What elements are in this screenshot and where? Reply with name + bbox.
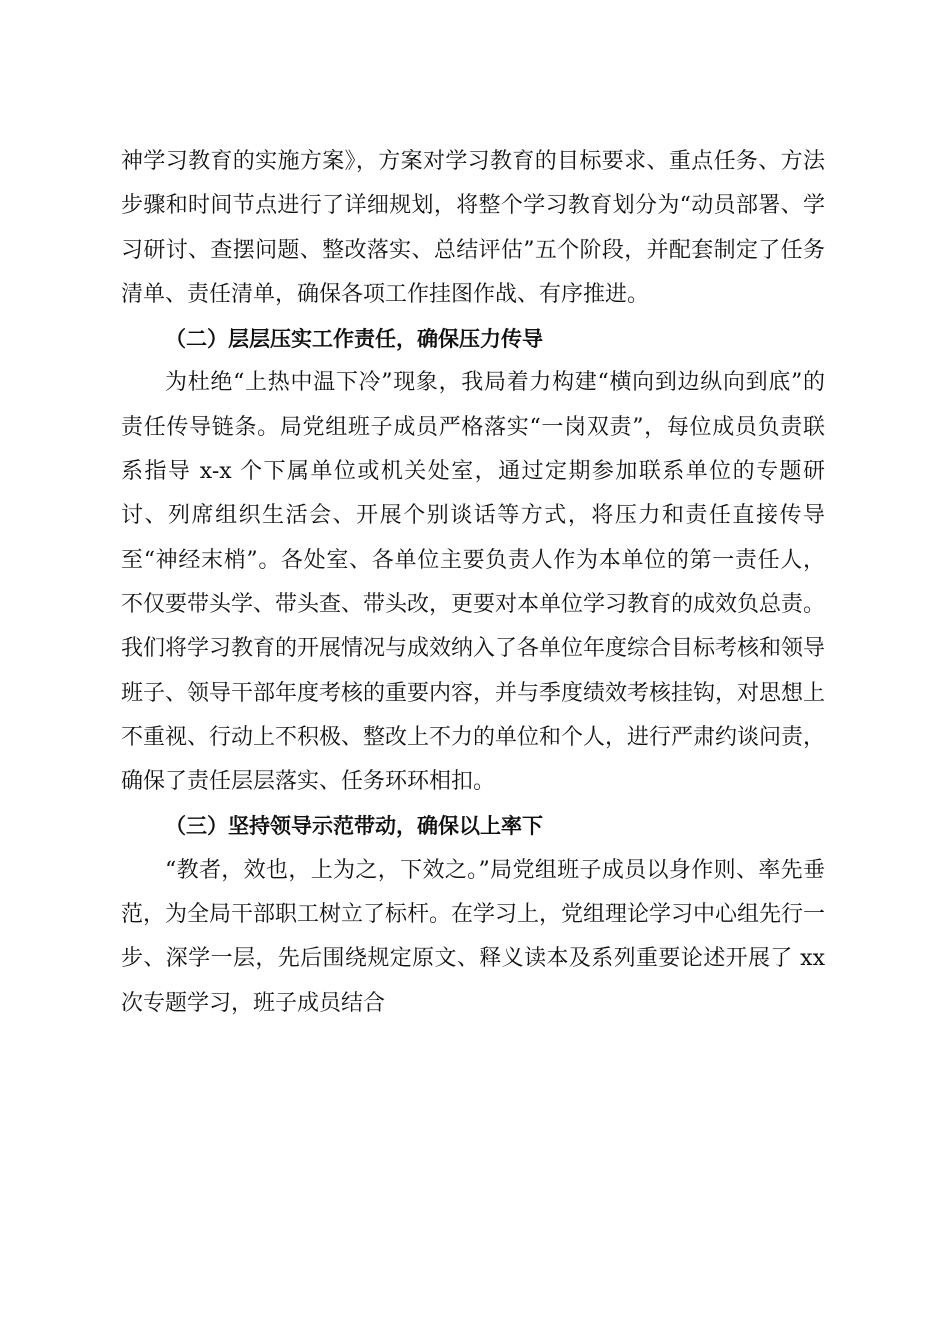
- paragraph-continued: 神学习教育的实施方案》，方案对学习教育的目标要求、重点任务、方法步骤和时间节点进行了详细规划，将整个学习教育划分为“动员部署、学习研讨、查摆问题、整改落实、总结评估”五个阶段，并配套制定了任务清单、责任清单，确保各项工作挂图作战、有序推进。: [121, 149, 825, 307]
- paragraph-section-3: “教者，效也，上为之，下效之。”局党组班子成员以身作则、率先垂范，为全局干部职工树立了标杆。在学习上，党组理论学习中心组先行一步、深学一层，先后围绕规定原文、释义读本及系列重要论述开展了 xx 次专题学习，班子成员结合: [121, 857, 826, 1016]
- section-heading-3: （三）坚持领导示范带动，确保以上率下: [165, 814, 543, 839]
- document-body: [121, 140, 825, 1026]
- section-heading-2: （二）层层压实工作责任，确保压力传导: [165, 327, 543, 352]
- paragraph-section-2: 为杜绝“上热中温下冷”现象，我局着力构建“横向到边纵向到底”的责任传导链条。局党组班子成员严格落实“一岗双责”，每位成员负责联系指导 x-x 个下属单位或机关处室，通过定期参加联系单位的专题研讨、列席组织生活会、开展个别谈话等方式，将压力和责任直接传导至“神经末梢”。各处室、各单位主要负责人作为本单位的第一责任人，不仅要带头学、带头查、带头改，更要对本单位学习教育的成效负总责。我们将学习教育的开展情况与成效纳入了各单位年度综合目标考核和领导班子、领导干部年度考核的重要内容，并与季度绩效考核挂钩，对思想上不重视、行动上不积极、整改上不力的单位和个人，进行严肃约谈问责，确保了责任层层落实、任务环环相扣。: [121, 370, 826, 795]
